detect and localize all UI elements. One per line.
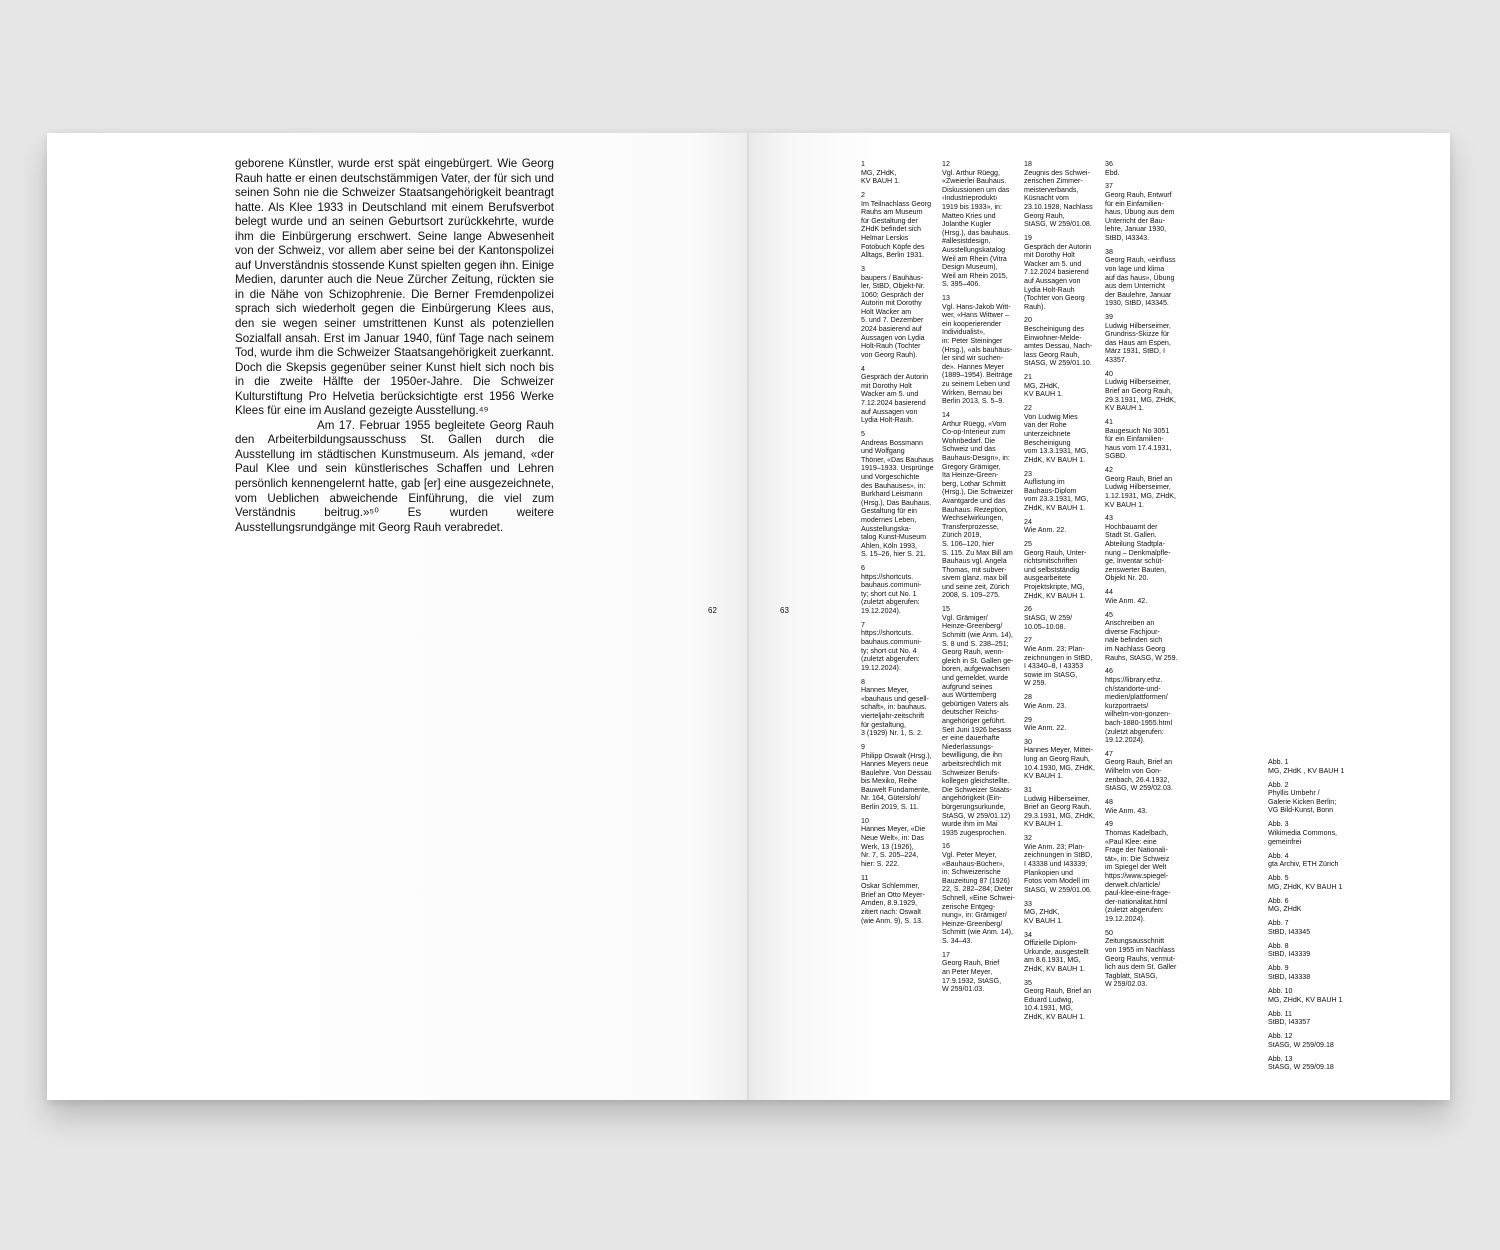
endnote <box>1024 316 1100 368</box>
endnote <box>1024 518 1100 535</box>
endnote-text: Zeugnis des Schwei- zerischen Zimmer- meisterverbands, Küsnacht vom 23.10.1928, Nachlass Georg Rauh, StASG, W 259/01.08. <box>1024 168 1093 229</box>
image-credit-label: Abb. 12 <box>1268 1032 1293 1041</box>
endnotes-column-2 <box>942 160 1018 999</box>
image-credit-label: Abb. 3 <box>1268 820 1289 829</box>
endnote-text: Georg Rauh, Brief an Peter Meyer, 17.9.1932, StASG, W 259/01.03. <box>942 959 1002 994</box>
endnote-number: 45 <box>1105 610 1113 619</box>
endnote <box>861 191 937 260</box>
endnote <box>861 160 937 186</box>
endnote-number: 20 <box>1024 316 1032 325</box>
image-credit <box>1268 942 1378 959</box>
endnote-number: 43 <box>1105 514 1113 523</box>
image-credit-text: Phyllis Umbehr / Galerie Kicken Berlin; VG Bild-Kunst, Bonn <box>1268 789 1337 815</box>
endnote <box>1105 248 1181 308</box>
paragraph-1: geborene Künstler, wurde erst spät eingebürgert. Wie Georg Rauh hatte er einen deutschstämmigen Vater, der für sich und seinen Sohn nie die Schweizer Staatsangehörigkeit beantragt hatte. Als Klee 1933 in Deutschland mit einem Berufsverbot belegt wurde und an seinen Geburtsort zurückkehrte, wurde ihm die Einbürgerung erschwert. Seine lange Abwesenheit von der Schweiz, vor allem aber seine bei der Kantonspolizei auf Unverständnis stossende Kunst spielten gegen ihn. Einige Medien, darunter auch die Neue Zürcher Zeitung, rückten sie in die Nähe von Schizophrenie. Die Berner Fremdenpolizei sprach sich wiederholt gegen die Einbürgerung Klees aus, den sie wegen seiner umstrittenen Kunst als potenziellen Sozialfall ansah. Erst im Januar 1940, fünf Tage nach seinem Tod, wurde ihm die Schweizer Staatsangehörigkeit zuerkannt. Doch die Skepsis gegenüber seiner Kunst hielt sich noch bis in die zweite Hälfte der 1950er-Jahre. Die Schweizer Kulturstiftung Pro Helvetia berücksichtigte erst 1956 Werke Klees für eine im Ausland gezeigte Ausstellung.⁴⁹ <box>235 157 554 418</box>
endnote-text: Georg Rauh, Unter- richtsmitschriften und selbstständig ausgearbeitete Projektskripte, MG, ZHdK, KV BAUH 1. <box>1024 548 1087 600</box>
image-credit-label: Abb. 5 <box>1268 874 1289 883</box>
endnote-number: 47 <box>1105 749 1113 758</box>
endnote-number: 11 <box>861 873 869 882</box>
endnote <box>1024 605 1100 631</box>
endnote <box>942 160 1018 289</box>
image-credit <box>1268 897 1378 914</box>
endnote-text: Georg Rauh, Brief an Ludwig Hilberseimer, 1.12.1931, MG, ZHdK, KV BAUH 1. <box>1105 474 1176 509</box>
image-credit-label: Abb. 9 <box>1268 964 1289 973</box>
image-credit-label: Abb. 7 <box>1268 919 1289 928</box>
endnote <box>1105 514 1181 583</box>
endnote-number: 12 <box>942 160 950 168</box>
image-credit-text: gta Archiv, ETH Zürich <box>1268 860 1339 869</box>
endnote-number: 49 <box>1105 820 1113 829</box>
endnotes-column-4 <box>1105 160 1181 994</box>
endnote <box>1024 931 1100 974</box>
endnote <box>861 743 937 812</box>
endnote <box>942 605 1018 837</box>
image-credit-label: Abb. 1 <box>1268 758 1289 766</box>
endnote <box>861 365 937 425</box>
endnote-number: 46 <box>1105 667 1113 676</box>
endnote <box>1105 370 1181 413</box>
endnote-number: 18 <box>1024 160 1032 168</box>
endnote <box>1024 738 1100 781</box>
endnote-number: 3 <box>861 264 865 273</box>
endnote-text: Wie Anm. 22. <box>1024 724 1067 733</box>
image-credit <box>1268 781 1378 815</box>
endnote <box>1024 540 1100 600</box>
endnote-text: Bescheinigung des Einwohner-Melde- amtes Dessau, Nach- lass Georg Rauh, StASG, W 259/01.10. <box>1024 325 1093 368</box>
endnote-text: Hochbauamt der Stadt St. Gallen. Abteilung Stadtpla- nung – Denkmalpfle- ge, Inventar schüt- zenswerter Bauten, Objekt Nr. 20. <box>1105 522 1171 583</box>
endnote <box>1105 750 1181 793</box>
endnote <box>861 817 937 869</box>
endnotes-column-1 <box>861 160 937 930</box>
endnote-number: 39 <box>1105 313 1113 322</box>
endnote-text: Ludwig Hilberseimer, Grundriss-Skizze für das Haus am Espen, März 1931, StBD, I 43357. <box>1105 321 1171 365</box>
endnote <box>1024 716 1100 733</box>
book-spread <box>47 133 1450 1100</box>
image-credit-label: Abb. 13 <box>1268 1054 1293 1063</box>
endnote-number: 27 <box>1024 636 1032 645</box>
endnote <box>1024 636 1100 688</box>
endnote-number: 24 <box>1024 517 1032 526</box>
endnote-text: Vgl. Peter Meyer, «Bauhaus-Bücher», in: Schweizerische Bauzeitung 87 (1926) 22, S. 282–284; Dieter Schnell, «Eine Schwei- zerische Entgeg- nung», in: Grämiger/ Heinze-Greenberg/ Schmitt (wie Anm. 14), S. 34–43. <box>942 851 1015 945</box>
endnote-text: https://shortcuts. bauhaus.communi- ty; short cut No. 1 (zuletzt abgerufen: 19.12.2024). <box>861 572 922 616</box>
endnote-text: Georg Rauh, Brief an Eduard Ludwig, 10.4.1931, MG, ZHdK, KV BAUH 1. <box>1024 987 1092 1022</box>
endnote-number: 5 <box>861 429 865 438</box>
endnote-text: Wie Anm. 42. <box>1105 596 1148 605</box>
endnote-text: Georg Rauh, Brief an Wilhelm von Gon- zenbach, 26.4.1932, StASG, W 259/02.03. <box>1105 758 1173 793</box>
endnote <box>861 874 937 926</box>
endnote-text: Vgl. Arthur Rüegg, «Zweierlei Bauhaus. Diskussionen um das ‹Industrieprodukt› 1919 bis 1933», in: Matteo Kries und Jolanthe Kugler (Hrsg.), das bauhaus. #allesistdesign, Ausstellungskatalog Weil am Rhein (Vitra Design Museum), Weil am Rhein 2015, S. 395–406. <box>942 168 1011 289</box>
endnote-number: 28 <box>1024 693 1032 702</box>
endnote <box>1105 820 1181 923</box>
endnote-number: 40 <box>1105 369 1113 378</box>
endnote-number: 29 <box>1024 715 1032 724</box>
endnote-text: Auflistung im Bauhaus-Diplom vom 23.3.1931, MG, ZHdK, KV BAUH 1. <box>1024 478 1089 512</box>
endnote-text: Ludwig Hilberseimer, Brief an Georg Rauh, 29.3.1931, MG, ZHdK, KV BAUH 1. <box>1024 794 1095 829</box>
endnote-number: 2 <box>861 190 865 199</box>
endnote <box>1024 834 1100 894</box>
gutter-fold <box>747 133 749 1100</box>
image-credit-text: StASG, W 259/09.18 <box>1268 1063 1334 1072</box>
endnote-text: MG, ZHdK, KV BAUH 1. <box>1024 381 1064 399</box>
endnote-text: Anschreiben an diverse Fachjour- nale befinden sich im Nachlass Georg Rauhs, StASG, W 259. <box>1105 619 1178 662</box>
endnote-number: 7 <box>861 620 865 629</box>
endnote-text: Arthur Rüegg, «Vom Co-op-Interieur zum Wohnbedarf. Die Schweiz und das Bauhaus-Design», in: Gregory Grämiger, Ita Heinze-Green- berg, Lothar Schmitt (Hrsg.), Die Schweizer Avantgarde und das Bauhaus. Rezeption, Wechselwirkungen, Transferprozesse, Zürich 2019, S. 106–120, hier S. 115. Zu Max Bill am Bauhaus vgl. Angela Thomas, mit subver- sivem glanz. max bill und seine zeit, Zürich 2008, S. 109–275. <box>942 419 1013 600</box>
left-page <box>47 133 748 1100</box>
endnote <box>1105 313 1181 365</box>
endnote <box>1024 373 1100 399</box>
endnote-number: 8 <box>861 677 865 686</box>
endnote <box>942 951 1018 994</box>
image-credit <box>1268 964 1378 981</box>
image-credit-text: StBD, I43338 <box>1268 973 1311 981</box>
endnote-text: baupers / Bauhäus- ler, StBD, Objekt-Nr. 1060; Gespräch der Autorin mit Dorothy Holt Wacker am 5. und 7. Dezember 2024 basierend auf Aussagen von Lydia Holt-Rauh (Tochter von Georg Rauh). <box>861 273 925 359</box>
endnote-text: Wie Anm. 23. <box>1024 701 1067 710</box>
endnote-number: 17 <box>942 950 950 959</box>
endnote <box>1024 979 1100 1022</box>
endnote-text: https://library.ethz. ch/standorte-und- medien/plattformen/ kurzportraets/ wilhelm-von-gonzen- bach-1880-1955.html (zuletzt abgerufen: 19.12.2024). <box>1105 675 1173 745</box>
endnote <box>1024 786 1100 829</box>
endnote-number: 41 <box>1105 417 1113 426</box>
image-credit-text: StBD, I43357 <box>1268 1018 1311 1027</box>
endnote-text: MG, ZHdK, KV BAUH 1. <box>1024 908 1064 925</box>
endnote-number: 33 <box>1024 899 1032 908</box>
image-credit-label: Abb. 6 <box>1268 896 1289 905</box>
image-credit-label: Abb. 8 <box>1268 941 1289 950</box>
endnote <box>1024 470 1100 513</box>
image-credit <box>1268 919 1378 936</box>
endnote-text: MG, ZHdK, KV BAUH 1. <box>861 168 901 186</box>
endnote-text: Andreas Bossmann und Wolfgang Thöner, «Das Bauhaus 1919–1933. Ursprünge und Vorgeschichte des Bauhauses», in: Burkhard Leismann (Hrsg.), Das Bauhaus. Gestaltung für ein modernes Leben, Ausstellungska- talog Kunst-Museum Ahlen, Köln 1993, S. 15–26, hier S. 21. <box>861 438 934 559</box>
endnote <box>861 621 937 673</box>
endnote <box>1024 404 1100 464</box>
endnote <box>861 265 937 360</box>
endnote-number: 32 <box>1024 834 1032 843</box>
image-credit-label: Abb. 11 <box>1268 1009 1292 1018</box>
image-credit-label: Abb. 2 <box>1268 780 1289 789</box>
image-credit-text: MG, ZHdK , KV BAUH 1 <box>1268 766 1345 775</box>
endnote <box>861 430 937 559</box>
image-credit <box>1268 987 1378 1004</box>
endnote-number: 9 <box>861 742 865 751</box>
image-credits <box>1268 758 1378 1077</box>
endnote <box>1105 667 1181 744</box>
endnote <box>1024 160 1100 229</box>
endnote-text: Hannes Meyer, «bauhaus und gesell- schaft», in: bauhaus. vierteljahr-zeitschrift für gestaltung, 3 (1929) Nr. 1, S. 2. <box>861 686 929 738</box>
endnote <box>1024 234 1100 311</box>
endnote <box>1105 929 1181 989</box>
endnote-number: 26 <box>1024 605 1032 614</box>
endnote-text: Hannes Meyer, Mittei- lung an Georg Rauh, 10.4.1930, MG, ZHdK, KV BAUH 1. <box>1024 746 1095 781</box>
endnote-text: Ebd. <box>1105 168 1120 177</box>
paragraph-2: Am 17. Februar 1955 begleitete Georg Rauh den Arbeiterbildungsausschuss St. Gallen durch die Ausstellung im städtischen Kunstmuseum. Als jemand, «der Paul Klee und sein künstlerisches Schaffen und Lehren persönlich kennengelernt hatte, gab [er] eine ausgezeichnete, vom Ueblichen abweichende Einführung, die viel zum Verständnis beitrug.»⁵⁰ Es wurden weitere Ausstellungsrundgänge mit Georg Rauh verabredet. <box>235 418 554 534</box>
image-credit-text: MG, ZHdK, KV BAUH 1 <box>1268 995 1343 1004</box>
image-credit <box>1268 820 1378 846</box>
endnote-number: 16 <box>942 842 950 851</box>
image-credit <box>1268 1010 1378 1027</box>
endnote-text: Im Teilnachlass Georg Rauhs am Museum für Gestaltung der ZHdK befindet sich Helmar Lerskis Fotobuch Köpfe des Alltags, Berlin 1931. <box>861 199 932 260</box>
image-credit-text: StBD, I43339 <box>1268 950 1311 959</box>
endnote-number: 36 <box>1105 160 1113 168</box>
body-text <box>235 157 554 535</box>
endnote <box>1105 182 1181 242</box>
endnote-text: Georg Rauh, «einfluss von lage und klima auf das haus», Übung aus dem Unterricht der Baulehre, Januar 1930, StBD, I43345. <box>1105 256 1176 308</box>
endnote <box>942 842 1018 945</box>
endnote-number: 4 <box>861 364 865 373</box>
endnote-number: 19 <box>1024 233 1032 242</box>
endnote <box>1105 466 1181 509</box>
endnote-text: Baugesuch No 3051 für ein Einfamilien- haus vom 17.4.1931, SGBD. <box>1105 426 1172 461</box>
endnote-text: Wie Anm. 22. <box>1024 526 1067 535</box>
endnote-text: Vgl. Hans-Jakob Witt- wer, «Hans Wittwer – ein kooperierender Individualist», in: Peter Steininger (Hrsg.), «als bauhäus- ler sind wir suchen- de». Hannes Meyer (1889–1954). Beiträge zu seinem Leben und Wirken, Bernau bei Berlin 2013, S. 5–9. <box>942 302 1013 406</box>
image-credit <box>1268 758 1378 775</box>
image-credit <box>1268 1055 1378 1072</box>
endnote-text: Wie Anm. 23; Plan- zeichnungen in StBD, I 43340–8, I 43353 sowie im StASG, W 259. <box>1024 644 1093 688</box>
endnote-number: 48 <box>1105 798 1113 807</box>
endnote-number: 21 <box>1024 373 1032 382</box>
endnote <box>861 564 937 616</box>
endnote <box>1105 160 1181 177</box>
endnote-text: Gespräch der Autorin mit Dorothy Holt Wacker am 5. und 7.12.2024 basierend auf Aussagen von Lydia Holt-Rauh. <box>861 373 929 425</box>
endnote-number: 42 <box>1105 466 1113 475</box>
endnote-number: 37 <box>1105 182 1113 191</box>
endnote-number: 25 <box>1024 540 1032 549</box>
endnote-number: 1 <box>861 160 865 168</box>
endnote <box>1105 611 1181 663</box>
endnote <box>1105 418 1181 461</box>
endnote-number: 23 <box>1024 469 1032 478</box>
endnote-text: Gespräch der Autorin mit Dorothy Holt Wacker am 5. und 7.12.2024 basierend auf Aussagen von Lydia Holt-Rauh (Tochter von Georg Rauh). <box>1024 242 1092 311</box>
endnote-text: Von Ludwig Mies van der Rohe unterzeichnete Bescheinigung vom 13.3.1931, MG, ZHdK, KV BAUH 1. <box>1024 412 1089 464</box>
endnote-number: 22 <box>1024 404 1032 413</box>
endnote <box>942 294 1018 406</box>
endnote <box>942 411 1018 600</box>
endnote-number: 13 <box>942 294 950 303</box>
image-credit-label: Abb. 10 <box>1268 986 1293 995</box>
endnote <box>861 678 937 738</box>
endnote <box>1024 900 1100 926</box>
endnote-number: 31 <box>1024 786 1032 795</box>
endnote-number: 50 <box>1105 928 1113 937</box>
endnote-number: 35 <box>1024 978 1032 987</box>
image-credit-label: Abb. 4 <box>1268 851 1289 860</box>
endnote-text: Wie Anm. 43. <box>1105 806 1148 815</box>
endnote-text: Vgl. Grämiger/ Heinze-Greenberg/ Schmitt (wie Anm. 14), S. 8 und S. 238–251; Georg Rauh, wenn- gleich in St. Gallen ge- boren, aufgewachsen und gemeldet, wurde aufgrund seines aus Württemberg gebürtigen Vaters als deutscher Reichs- angehöriger geführt. Seit Juni 1926 besass er eine dauerhafte Niederlassungs- bewilligung, die ihn arbeitsrechtlich mit Schweizer Berufs- kollegen gleichstellte. Die Schweizer Staats- angehörigkeit (Ein- bürgerungsurkunde, StASG, W 259/01.12) wurde ihm im Mai 1935 zugesprochen. <box>942 613 1014 837</box>
image-credit-text: MG, ZHdK <box>1268 905 1302 914</box>
endnote-number: 38 <box>1105 247 1113 256</box>
endnote <box>1105 588 1181 605</box>
page-number-right: 63 <box>780 606 789 615</box>
endnote-number: 14 <box>942 411 950 419</box>
endnote-number: 44 <box>1105 588 1113 597</box>
endnote-text: Georg Rauh, Entwurf für ein Einfamilien- haus, Übung aus dem Unterricht der Bau- lehre, Januar 1930, StBD, I43343. <box>1105 190 1175 242</box>
image-credit-text: StASG, W 259/09.18 <box>1268 1040 1334 1049</box>
endnote-text: Wie Anm. 23; Plan- zeichnungen in StBD, I 43338 und I43339; Plankopien und Fotos vom Modell im StASG, W 259/01.06. <box>1024 842 1093 894</box>
endnote-number: 10 <box>861 816 869 825</box>
page-number-left: 62 <box>708 606 717 615</box>
endnote-number: 30 <box>1024 737 1032 746</box>
endnote <box>1024 693 1100 710</box>
endnote-number: 34 <box>1024 930 1032 939</box>
endnote-text: Thomas Kadelbach, «Paul Klee: eine Frage der Nationali- tät», in: Die Schweiz im Spiegel der Welt https://www.spiegel- derwelt.ch/article/ paul-klee-eine-frage- der-nationalitat.html (zuletzt abgerufen: 19.12.2024). <box>1105 829 1171 923</box>
endnote-text: Hannes Meyer, «Die Neue Welt», in: Das Werk, 13 (1926), Nr. 7, S. 205–224, hier: S. 222. <box>861 825 926 868</box>
endnote-text: Oskar Schlemmer, Brief an Otto Meyer- Amden, 8.9.1929, zitiert nach: Oswalt (wie Anm. 9), S. 13. <box>861 882 925 925</box>
endnote-text: Zeitungsausschnitt von 1955 im Nachlass Georg Rauhs, vermut- lich aus dem St. Galler Tagblatt, StASG, W 259/02.03. <box>1105 937 1177 989</box>
endnote-text: Philipp Oswalt (Hrsg.), Hannes Meyers neue Baulehre. Von Dessau bis Mexiko, Reihe Bauwelt Fundamente, Nr. 164, Gütersloh/ Berlin 2019, S. 11. <box>861 751 932 812</box>
image-credit-text: Wikimedia Commons, gemeinfrei <box>1268 828 1337 846</box>
endnotes-column-3 <box>1024 160 1100 1027</box>
image-credit-text: StBD, I43345 <box>1268 927 1311 936</box>
endnote-text: Ludwig Hilberseimer, Brief an Georg Rauh, 29.3.1931, MG, ZHdK, KV BAUH 1. <box>1105 378 1176 413</box>
image-credit <box>1268 852 1378 869</box>
endnote-text: https://shortcuts. bauhaus.communi- ty; short cut No. 4 (zuletzt abgerufen: 19.12.2024). <box>861 629 922 672</box>
image-credit <box>1268 1032 1378 1049</box>
image-credit <box>1268 874 1378 891</box>
endnote <box>1105 798 1181 815</box>
endnote-number: 6 <box>861 564 865 573</box>
endnote-number: 15 <box>942 605 950 614</box>
endnote-text: Offizielle Diplom- Urkunde, ausgestellt am 8.6.1931, MG, ZHdK, KV BAUH 1. <box>1024 939 1089 973</box>
endnote-text: StASG, W 259/ 10.05–10.08. <box>1024 614 1073 631</box>
image-credit-text: MG, ZHdK, KV BAUH 1 <box>1268 882 1343 891</box>
